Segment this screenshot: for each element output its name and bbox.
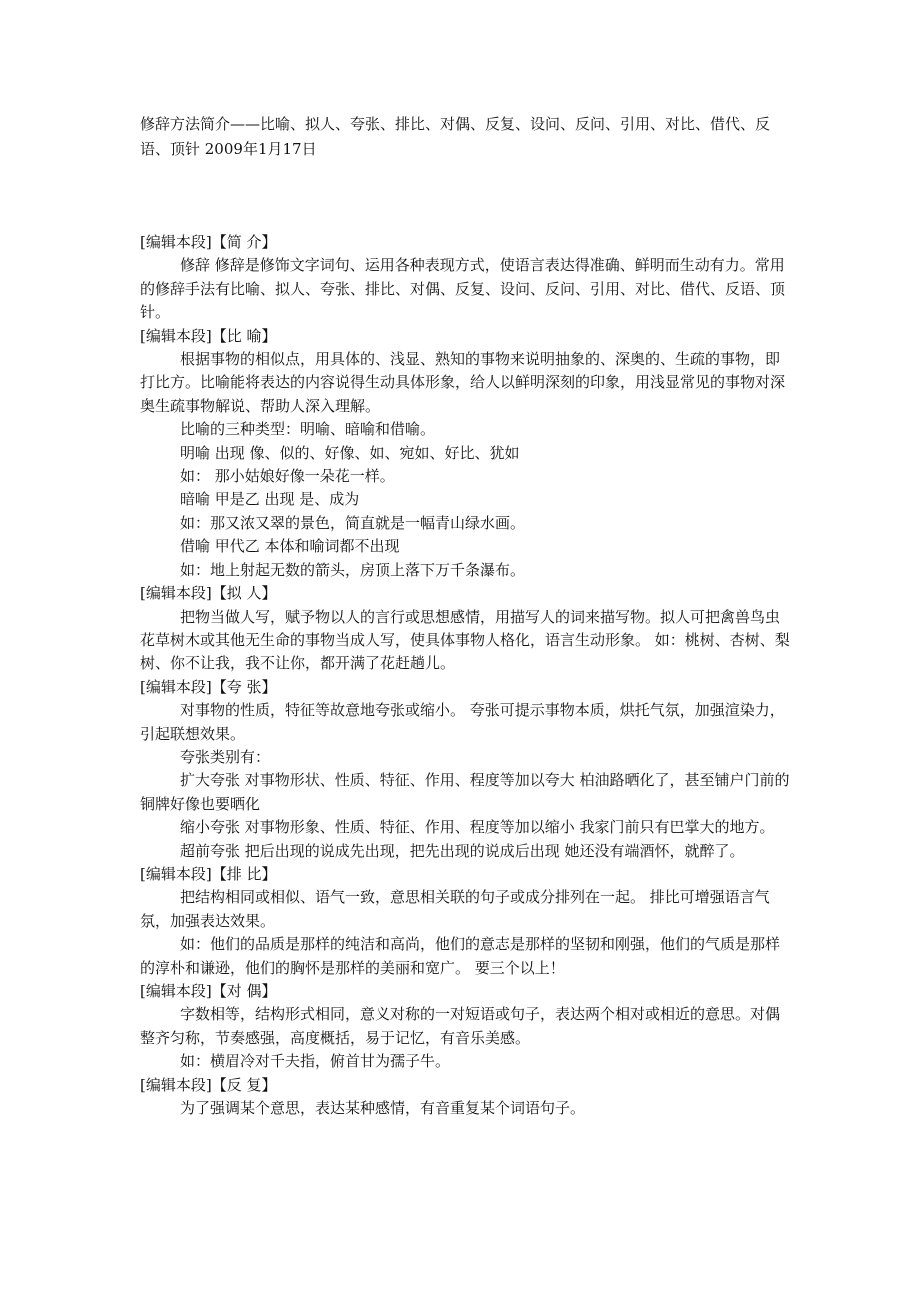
paragraph: 比喻的三种类型：明喻、暗喻和借喻。 <box>180 420 436 439</box>
paragraph: 缩小夸张 对事物形象、性质、特征、作用、程度等加以缩小 我家门前只有巴掌大的地方。 <box>180 818 775 837</box>
paragraph: 借喻 甲代乙 本体和喻词都不出现 <box>180 537 400 556</box>
paragraph: 如：那又浓又翠的景色，简直就是一幅青山绿水画。 <box>180 513 526 532</box>
paragraph: 把物当做人写，赋予物以人的言行或思想感情，用描写人的词来描写物。拟人可把禽兽鸟虫花草树木或其他无生命的事物当成人写，使具体事物人格化，语言生动形象。 如：桃树、杏树、梨树、你不让我，我不让你，都开满了花赶趟儿。 <box>140 607 790 673</box>
paragraph: 如： 那小姑娘好像一朵花一样。 <box>180 467 395 486</box>
section-antithesis <box>140 980 790 1074</box>
paragraph: 夸张类别有： <box>180 747 271 766</box>
document-body <box>140 231 790 1120</box>
section-parallelism <box>140 863 790 980</box>
section-heading: [编辑本段]【拟 人】 <box>140 584 277 603</box>
section-heading: [编辑本段]【对 偶】 <box>140 982 277 1000</box>
paragraph: 明喻 出现 像、似的、好像、如、宛如、好比、犹如 <box>180 443 520 462</box>
section-heading: [编辑本段]【简 介】 <box>140 233 277 251</box>
paragraph: 如：横眉冷对千夫指，俯首甘为孺子牛。 <box>180 1052 451 1071</box>
paragraph: 根据事物的相似点，用具体的、浅显、熟知的事物来说明抽象的、深奥的、生疏的事物，即打比方。比喻能将表达的内容说得生动具体形象，给人以鲜明深刻的印象，用浅显常见的事物对深奥生疏事物解说、帮助人深入理解。 <box>140 350 786 415</box>
section-heading: [编辑本段]【排 比】 <box>140 864 277 883</box>
section-repetition <box>140 1074 790 1121</box>
paragraph: 扩大夸张 对事物形状、性质、特征、作用、程度等加以夸大 柏油路晒化了，甚至铺户门前的铜牌好像也要晒化 <box>140 771 790 813</box>
paragraph: 超前夸张 把后出现的说成先出现，把先出现的说成后出现 她还没有端酒怀，就醉了。 <box>180 841 745 860</box>
paragraph: 如：他们的品质是那样的纯洁和高尚，他们的意志是那样的坚韧和刚强，他们的气质是那样的淳朴和谦逊，他们的胸怀是那样的美丽和宽广。 要三个以上！ <box>140 935 781 977</box>
section-heading: [编辑本段]【比 喻】 <box>140 326 277 345</box>
paragraph: 对事物的性质，特征等故意地夸张或缩小。 夸张可提示事物本质，烘托气氛，加强渲染力，引起联想效果。 <box>140 701 785 743</box>
section-simile <box>140 325 790 582</box>
section-personification <box>140 582 790 676</box>
section-heading: [编辑本段]【反 复】 <box>140 1075 277 1094</box>
paragraph: 把结构相同或相似、语气一致，意思相关联的句子或成分排列在一起。 排比可增强语言气氛，加强表达效果。 <box>140 888 770 930</box>
paragraph: 修辞 修辞是修饰文字词句、运用各种表现方式，使语言表达得准确、鲜明而生动有力。常用的修辞手法有比喻、拟人、夸张、排比、对偶、反复、设问、反问、引用、对比、借代、反语、顶针。 <box>140 256 786 322</box>
paragraph: 如：地上射起无数的箭头，房顶上落下万千条瀑布。 <box>180 560 526 579</box>
section-heading: [编辑本段]【夸 张】 <box>140 677 277 696</box>
paragraph: 字数相等，结构形式相同，意义对称的一对短语或句子，表达两个相对或相近的意思。对偶整齐匀称，节奏感强，高度概括，易于记忆，有音乐美感。 <box>140 1005 781 1047</box>
document-title: 修辞方法简介——比喻、拟人、夸张、排比、对偶、反复、设问、反问、引用、对比、借代、反语、顶针 2009年1月17日 <box>140 115 771 158</box>
paragraph: 为了强调某个意思，表达某种感情，有音重复某个词语句子。 <box>180 1099 586 1118</box>
section-hyperbole <box>140 676 790 863</box>
section-intro <box>140 231 790 325</box>
paragraph: 暗喻 甲是乙 出现 是、成为 <box>180 490 360 509</box>
